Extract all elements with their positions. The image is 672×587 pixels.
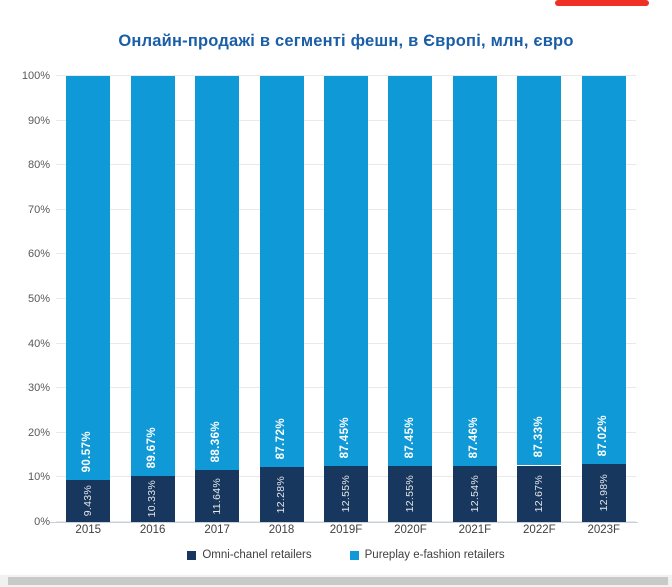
segment-pureplay (66, 76, 110, 480)
chart-title: Онлайн-продажі в сегменті фешн, в Європі, млн, євро (118, 32, 574, 50)
segment-pureplay (517, 76, 561, 465)
segment-omni (517, 466, 561, 523)
segment-label: 89.67% (145, 426, 158, 468)
y-tick-label: 90% (27, 114, 50, 127)
legend-label: Omni-chanel retailers (202, 549, 312, 561)
segment-label: 12.28% (275, 475, 288, 514)
y-tick-label: 10% (27, 471, 50, 484)
x-tick-label: 2023F (587, 524, 621, 536)
stacked-bar (131, 76, 175, 522)
segment-pureplay (388, 76, 432, 466)
bar-group-2021F (443, 76, 507, 522)
segment-label: 12.55% (339, 475, 352, 513)
segment-label: 10.33% (146, 480, 159, 518)
x-tick-label: 2016 (139, 524, 166, 536)
x-axis-labels (56, 524, 636, 540)
x-tick-label: 2021F (458, 524, 492, 536)
red-badge-button[interactable] (555, 0, 649, 6)
legend-label: Pureplay e-fashion retailers (364, 549, 505, 561)
y-tick-label: 60% (27, 248, 50, 261)
segment-omni (131, 476, 175, 522)
x-axis-line (50, 522, 638, 523)
segment-label: 9.43% (81, 485, 94, 517)
y-tick-label: 0% (34, 516, 50, 528)
segment-omni (195, 470, 239, 522)
segment-label: 87.72% (274, 417, 287, 460)
legend (56, 549, 636, 561)
legend-item (350, 549, 505, 561)
segment-omni (388, 466, 432, 522)
x-tick-label: 2019F (329, 524, 363, 536)
stacked-bar (582, 76, 626, 522)
segment-label: 90.57% (81, 430, 94, 472)
segment-label: 87.45% (403, 416, 416, 459)
segment-label: 88.36% (210, 420, 223, 463)
y-tick-label: 30% (27, 382, 50, 395)
stacked-bar (66, 76, 110, 522)
segment-omni (260, 467, 304, 522)
segment-omni (324, 466, 368, 522)
segment-omni (66, 480, 110, 522)
x-tick-label: 2015 (75, 524, 102, 536)
legend-swatch (350, 551, 359, 560)
stacked-bar (195, 76, 239, 522)
x-tick-label: 2017 (204, 524, 230, 536)
stacked-bar (388, 76, 432, 522)
segment-pureplay (195, 76, 239, 470)
y-tick-label: 40% (27, 337, 50, 350)
y-tick-label: 70% (27, 203, 50, 216)
x-tick-label: 2018 (268, 524, 295, 536)
y-tick-label: 80% (27, 159, 50, 172)
bar-group-2015 (56, 76, 120, 522)
segment-pureplay (453, 76, 497, 466)
segment-pureplay (324, 76, 368, 466)
legend-swatch (187, 551, 196, 560)
segment-label: 87.45% (339, 416, 352, 459)
stacked-bar (517, 76, 561, 522)
plot-area (21, 70, 636, 528)
y-tick-label: 50% (27, 293, 50, 305)
scrollbar-thumb[interactable] (8, 577, 668, 585)
segment-label: 12.98% (597, 474, 610, 512)
bar-group-2019F (314, 76, 378, 522)
horizontal-scrollbar[interactable] (0, 575, 672, 587)
segment-label: 87.02% (597, 414, 610, 457)
x-tick-label: 2022F (523, 524, 556, 536)
bar-group-2017 (185, 76, 249, 522)
segment-label: 12.67% (533, 475, 546, 513)
bar-group-2018 (249, 76, 313, 522)
bar-group-2022F (507, 76, 571, 522)
legend-item (187, 549, 311, 561)
segment-label: 12.54% (468, 475, 481, 513)
bar-group-2020F (378, 76, 442, 522)
segment-label: 12.55% (404, 475, 417, 513)
segment-omni (582, 464, 626, 522)
y-tick-label: 100% (21, 70, 50, 82)
segment-label: 87.33% (532, 416, 545, 458)
bar-group-2023F (572, 76, 636, 522)
segment-label: 87.46% (468, 416, 481, 459)
segment-omni (453, 466, 497, 522)
stacked-bar (324, 76, 368, 522)
stacked-bar (453, 76, 497, 522)
x-tick-label: 2020F (394, 524, 427, 536)
bar-group-2016 (120, 76, 184, 522)
stacked-bar (260, 76, 304, 522)
segment-pureplay (131, 76, 175, 476)
segment-pureplay (582, 76, 626, 464)
segment-pureplay (260, 76, 304, 467)
segment-label: 11.64% (210, 477, 223, 515)
y-tick-label: 20% (27, 426, 50, 439)
